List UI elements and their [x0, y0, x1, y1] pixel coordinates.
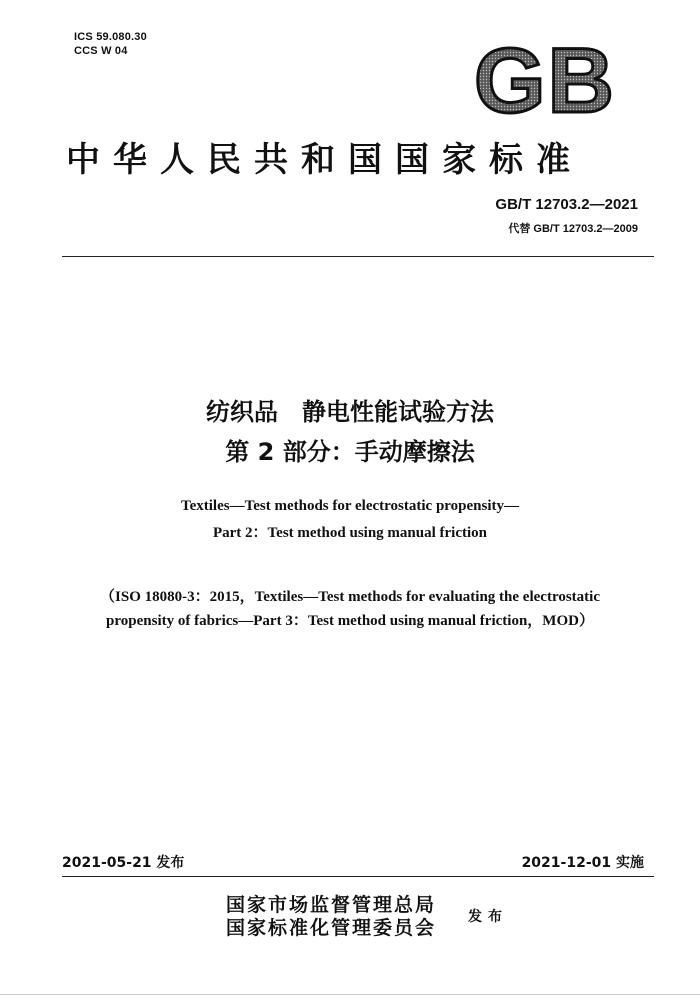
page-edge — [0, 994, 700, 995]
publish-label: 发布 — [468, 909, 508, 925]
standard-code: GB/T 12703.2—2021 — [495, 196, 638, 213]
ccs-code: CCS W 04 — [74, 45, 128, 57]
implementation-date: 2021-12-01 实施 — [521, 855, 644, 871]
replaced-standard: 代替 GB/T 12703.2—2009 — [508, 223, 638, 235]
issue-date: 2021-05-21 发布 — [62, 855, 185, 871]
gb-logo — [470, 42, 620, 122]
chinese-title-line-1: 纺织品 静电性能试验方法 — [206, 398, 494, 426]
iso-reference-line-2: propensity of fabrics—Part 3：Test method using manual friction，MOD） — [106, 613, 594, 629]
national-standard-title: 中华人民共和国国家标准 — [66, 140, 583, 180]
classification-codes — [74, 30, 147, 58]
gb-logo-text: GB — [474, 42, 616, 122]
authority-line-2: 国家标准化管理委员会 — [226, 917, 437, 939]
ics-code: ICS 59.080.30 — [74, 31, 147, 43]
english-title-line-2: Part 2：Test method using manual friction — [212, 525, 488, 541]
bottom-divider — [62, 876, 654, 877]
chinese-title-line-2: 第 2 部分：手动摩擦法 — [225, 438, 475, 466]
authority-line-1: 国家市场监督管理总局 — [226, 894, 437, 916]
english-title-line-1: Textiles—Test methods for electrostatic propensity— — [180, 498, 520, 514]
top-divider — [62, 256, 654, 257]
issuing-authorities — [226, 894, 436, 940]
iso-reference-line-1: （ISO 18080-3：2015，Textiles—Test methods for evaluating the electrostatic — [100, 589, 600, 605]
